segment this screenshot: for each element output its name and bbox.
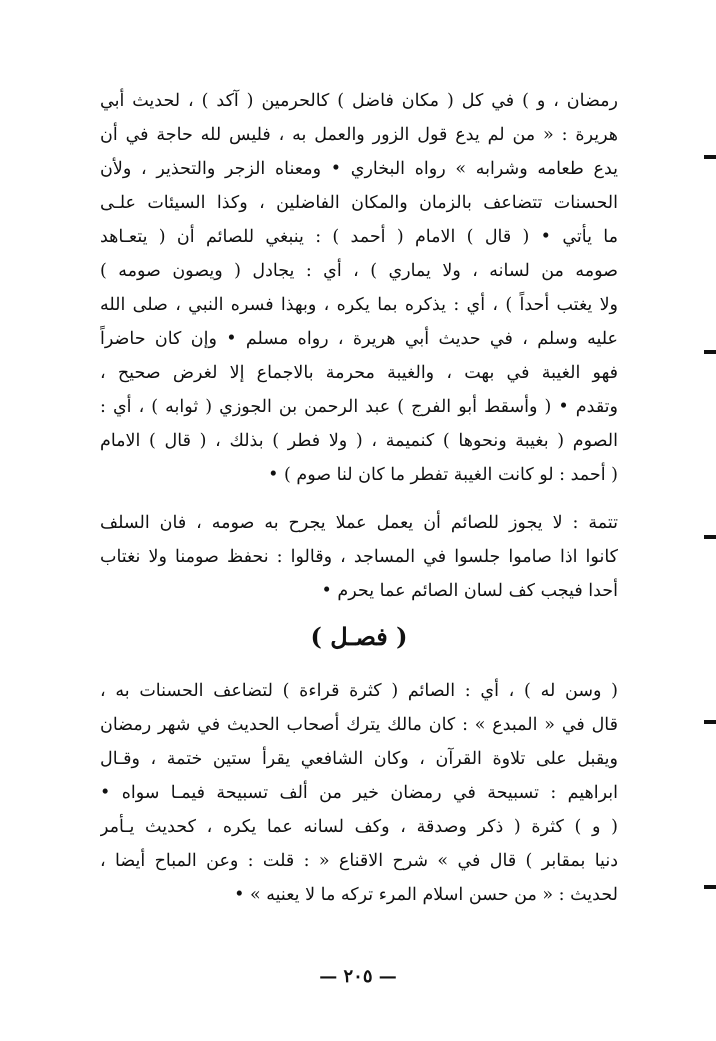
text-line: ( وسن له ) ، أي : الصائم ( كثرة قراءة ) لتضاعف الحسنات به ، — [100, 681, 618, 701]
paragraph-3 — [100, 674, 618, 912]
text-line: ( و ) كثرة ( ذكر وصدقة ، وكف لسانه عما يكره ، كحديث يـأمر — [100, 817, 618, 837]
text-line: أحدا فيجب كف لسان الصائم عما يحرم • — [321, 581, 618, 601]
text-line: الحسنات تتضاعف بالزمان والمكان الفاضلين ، وكذا السيئات علـى — [100, 193, 618, 213]
margin-mark — [704, 885, 716, 889]
margin-mark — [704, 720, 716, 724]
text-line: وتقدم • ( وأسقط أبو الفرج ) عبد الرحمن بن الجوزي ( ثوابه ) ، أي : — [100, 397, 618, 417]
page-text — [100, 84, 618, 912]
text-line: ويقبل على تلاوة القرآن ، وكان الشافعي يقرأ ستين ختمة ، وقـال — [100, 749, 618, 769]
margin-mark — [704, 155, 716, 159]
paragraph-1 — [100, 84, 618, 492]
text-line: لحديث : « من حسن اسلام المرء تركه ما لا يعنيه » • — [234, 885, 618, 905]
margin-mark — [704, 535, 716, 539]
text-line: ( أحمد : لو كانت الغيبة تفطر ما كان لنا صوم ) • — [268, 465, 618, 485]
text-line: فهو الغيبة في بهت ، والغيبة محرمة بالاجماع إلا لغرض صحيح ، — [100, 363, 618, 383]
text-line: تتمة : لا يجوز للصائم أن يعمل عملا يجرح به صومه ، فان السلف — [100, 513, 618, 533]
paragraph-2 — [100, 506, 618, 608]
text-line: هريرة : « من لم يدع قول الزور والعمل به ، فليس لله حاجة في أن — [100, 125, 618, 145]
text-line: قال في « المبدع » : كان مالك يترك أصحاب الحديث في شهر رمضان — [100, 715, 618, 735]
margin-mark — [704, 350, 716, 354]
text-line: ولا يغتب أحداً ) ، أي : يذكره بما يكره ، وبهذا فسره النبي ، صلى الله — [100, 295, 618, 315]
text-line: رمضان ، و ) في كل ( مكان فاضل ) كالحرمين ( آكد ) ، لحديث أبي — [100, 91, 618, 111]
text-line: دنيا بمقابر ) قال في » شرح الاقناع « : قلت : وعن المباح أيضا ، — [100, 851, 618, 871]
text-line: الصوم ( بغيبة ونحوها ) كنميمة ، ( ولا فطر ) بذلك ، ( قال ) الامام — [100, 431, 618, 451]
section-heading: ( فصـل ) — [310, 622, 408, 651]
text-line: ما يأتي • ( قال ) الامام ( أحمد ) : ينبغي للصائم أن ( يتعـاهد — [100, 227, 618, 247]
text-line: يدع طعامه وشرابه » رواه البخاري • ومعناه الزجر والتحذير ، ولأن — [100, 159, 618, 179]
page-number: — ٢٠٥ — — [319, 966, 397, 987]
paragraph-gap — [100, 492, 618, 506]
text-line: ابراهيم : تسبيحة في رمضان خير من ألف تسبيحة فيمـا سواه • — [100, 783, 618, 803]
text-line: صومه من لسانه ، ولا يماري ) ، أي : يجادل ( ويصون صومه ) — [100, 261, 618, 281]
text-line: كانوا اذا صاموا جلسوا في المساجد ، وقالوا : نحفظ صومنا ولا نغتاب — [100, 547, 618, 567]
text-line: عليه وسلم ، في حديث أبي هريرة ، رواه مسلم • وإن كان حاضراً — [100, 329, 618, 349]
